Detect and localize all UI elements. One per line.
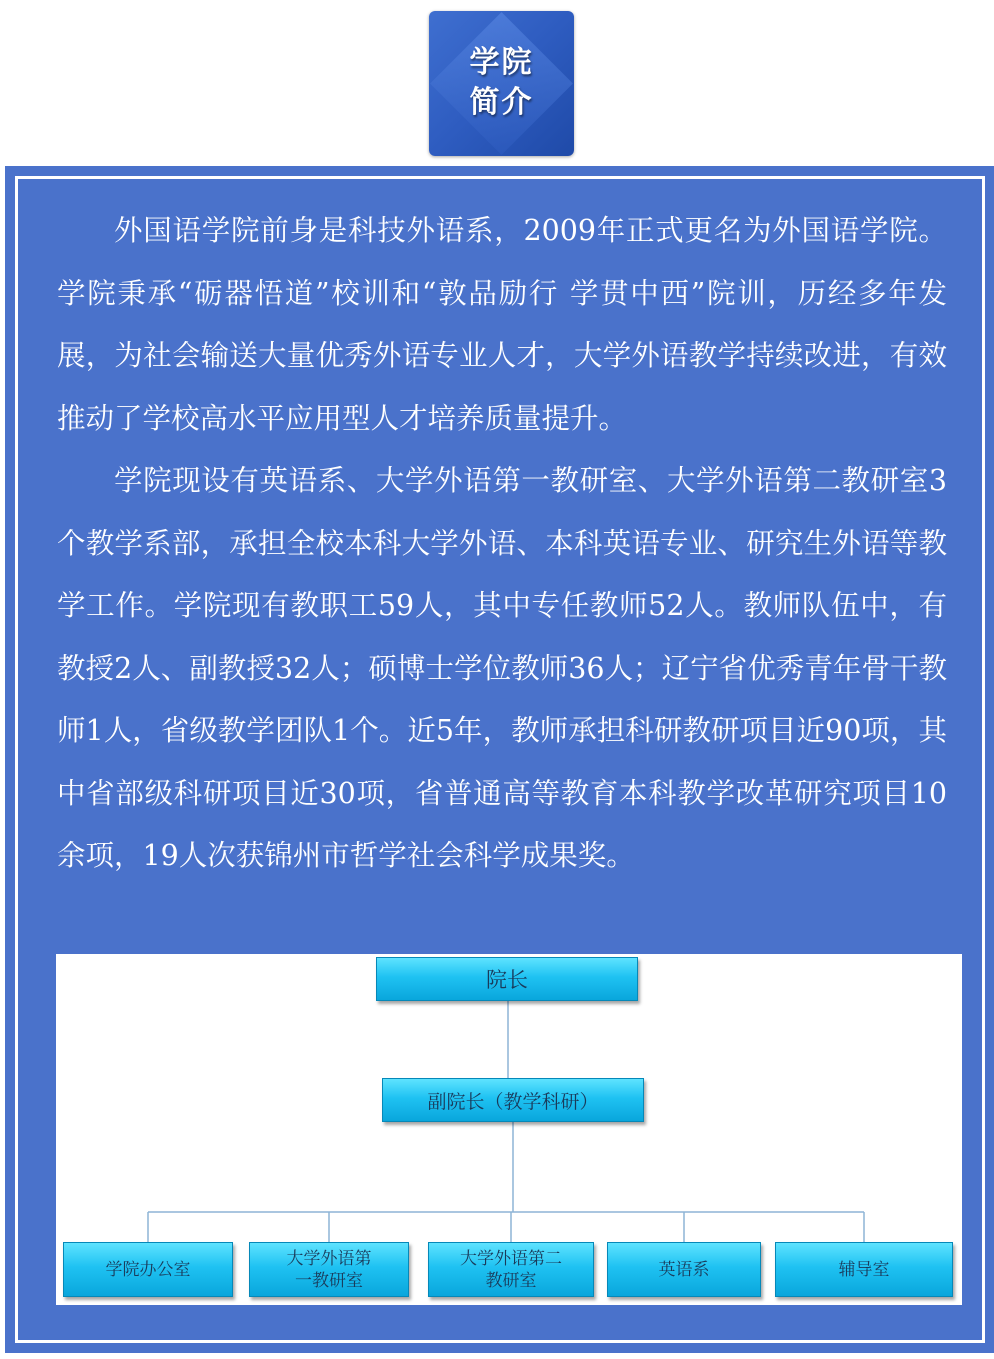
- org-chart: [56, 954, 962, 1305]
- org-node-dean: [376, 957, 638, 1001]
- org-node-teaching-office-2: [428, 1242, 594, 1297]
- org-node-counseling-office: [775, 1242, 953, 1297]
- badge-title-line2: 简介: [469, 85, 534, 120]
- org-node-teaching-office-1-line2: 一教研室: [295, 1270, 363, 1291]
- org-node-vice-dean-label: 副院长（教学科研）: [427, 1090, 599, 1113]
- org-node-counseling-office-label: 辅导室: [838, 1259, 890, 1280]
- badge-title-line1: 学院: [469, 45, 534, 80]
- section-badge: [429, 11, 574, 156]
- org-node-teaching-office-2-line2: 教研室: [485, 1270, 537, 1291]
- org-node-vice-dean: [382, 1078, 644, 1122]
- org-node-english-dept: [607, 1242, 761, 1297]
- org-node-teaching-office-1-line1: 大学外语第: [286, 1248, 372, 1269]
- content-panel: [5, 166, 994, 1353]
- intro-paragraph-1: 外国语学院前身是科技外语系，2009年正式更名为外国语学院。学院秉承“砺器悟道”校训和“敦品励行 学贯中西”院训，历经多年发展，为社会输送大量优秀外语专业人才，大学外语教学持续改进，有效推动了学校高水平应用型人才培养质量提升。: [57, 214, 947, 435]
- org-node-english-dept-label: 英语系: [658, 1259, 710, 1280]
- org-node-office: [63, 1242, 233, 1297]
- org-node-teaching-office-2-line1: 大学外语第二: [460, 1248, 562, 1269]
- org-node-office-label: 学院办公室: [105, 1259, 191, 1280]
- org-node-dean-label: 院长: [486, 968, 528, 992]
- org-node-teaching-office-1: [249, 1242, 409, 1297]
- intro-text: [57, 200, 947, 888]
- intro-paragraph-2: 学院现设有英语系、大学外语第一教研室、大学外语第二教研室3个教学系部，承担全校本科大学外语、本科英语专业、研究生外语等教学工作。学院现有教职工59人，其中专任教师52人。教师队伍中，有教授2人、副教授32人；硕博士学位教师36人；辽宁省优秀青年骨干教师1人，省级教学团队1个。近5年，教师承担科研教研项目近90项，其中省部级科研项目近30项，省普通高等教育本科教学改革研究项目10余项，19人次获锦州市哲学社会科学成果奖。: [57, 464, 947, 872]
